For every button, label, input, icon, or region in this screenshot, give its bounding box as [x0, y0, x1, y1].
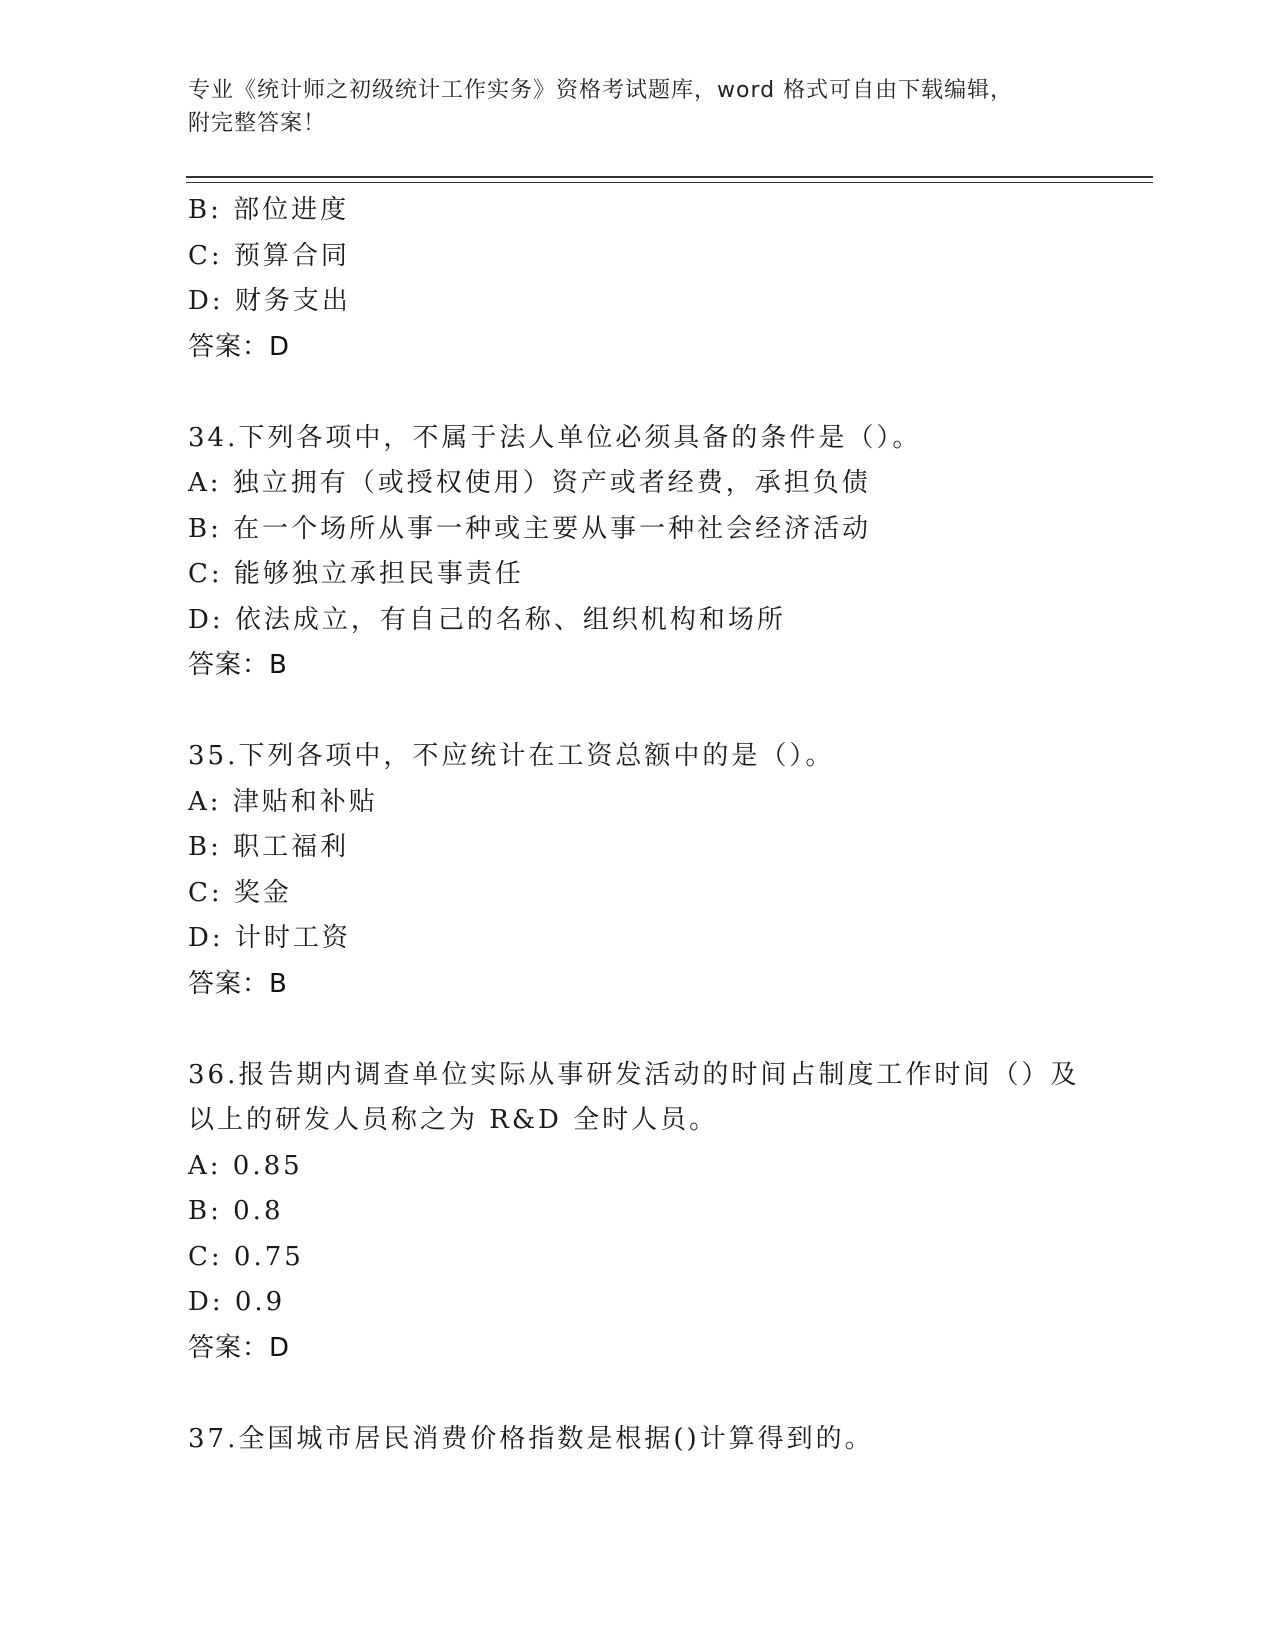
question-list	[188, 188, 1088, 1462]
question-text: 37.全国城市居民消费价格指数是根据()计算得到的。	[188, 1423, 874, 1454]
question-text: 34.下列各项中，不属于法人单位必须具备的条件是（）。	[188, 422, 922, 453]
spacer	[188, 1371, 1088, 1417]
header-line-1: 专业《统计师之初级统计工作实务》资格考试题库，word 格式可自由下载编辑，	[188, 78, 1014, 103]
spacer	[188, 689, 1088, 735]
option-b: B: 部位进度	[188, 195, 350, 225]
question-text-line-1: 36.报告期内调查单位实际从事研发活动的时间占制度工作时间（）及	[188, 1059, 1080, 1090]
question-block-35	[188, 734, 1088, 1007]
option-b: B: 在一个场所从事一种或主要从事一种社会经济活动	[188, 513, 872, 544]
question-block-33	[188, 188, 1088, 370]
option-a: A: 津贴和补贴	[188, 786, 378, 817]
header-divider-thick	[186, 176, 1153, 178]
option-b: B: 职工福利	[188, 832, 350, 862]
option-d: D: 财务支出	[188, 286, 351, 316]
option-c: C: 预算合同	[188, 240, 350, 271]
answer-line: 答案：B	[188, 968, 288, 999]
question-block-36	[188, 1053, 1088, 1372]
question-block-37	[188, 1417, 1088, 1463]
answer-line: 答案：D	[188, 331, 291, 362]
question-block-34	[188, 416, 1088, 689]
question-text-line-2: 以上的研发人员称之为 R&D 全时人员。	[188, 1105, 719, 1135]
answer-line: 答案：D	[188, 1332, 291, 1363]
spacer	[188, 370, 1088, 416]
question-text: 35.下列各项中，不应统计在工资总额中的是（）。	[188, 741, 835, 771]
option-b: B: 0.8	[188, 1196, 284, 1226]
spacer	[188, 1007, 1088, 1053]
header-line-2: 附完整答案！	[188, 111, 327, 136]
header-divider-thin	[186, 182, 1153, 183]
option-c: C: 0.75	[188, 1241, 304, 1272]
option-d: D: 计时工资	[188, 923, 351, 953]
option-c: C: 奖金	[188, 877, 292, 908]
option-c: C: 能够独立承担民事责任	[188, 559, 524, 589]
answer-line: 答案：B	[188, 650, 288, 680]
option-d: D: 依法成立，有自己的名称、组织机构和场所	[188, 604, 786, 635]
document-header	[188, 74, 1068, 140]
option-a: A: 独立拥有（或授权使用）资产或者经费，承担负债	[188, 468, 871, 498]
option-a: A: 0.85	[188, 1150, 303, 1181]
option-d: D: 0.9	[188, 1287, 286, 1317]
